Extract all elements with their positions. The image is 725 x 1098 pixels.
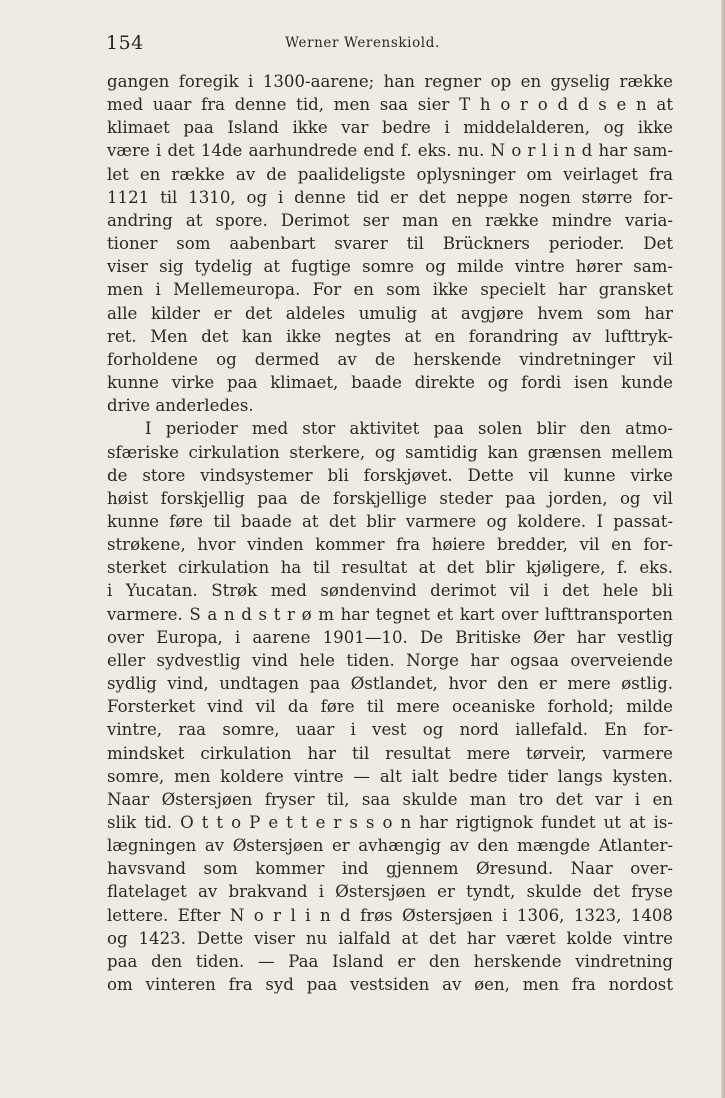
body-text [107, 70, 673, 996]
text-line: flatelaget av brakvand i Østersjøen er tyndt, skulde det fryse [107, 882, 673, 902]
text-line: med uaar fra denne tid, men saa sier T h o r o d d s e n at [107, 95, 673, 115]
page-edge [721, 0, 725, 1098]
page-header [0, 31, 725, 55]
text-line: I perioder med stor aktivitet paa solen blir den atmo- [145, 419, 673, 439]
text-line: tioner som aabenbart svarer til Brückners perioder. Det [107, 234, 673, 254]
text-line: sterket cirkulation ha til resultat at det blir kjøligere, f. eks. [107, 558, 673, 578]
text-line: høist forskjellig paa de forskjellige steder paa jorden, og vil [107, 488, 673, 508]
text-line: over Europa, i aarene 1901—10. De Britiske Øer har vestlig [107, 627, 673, 647]
text-line: gangen foregik i 1300-aarene; han regner op en gyselig række [107, 72, 673, 91]
text-line: kunne føre til baade at det blir varmere og koldere. I passat- [107, 511, 673, 531]
text-line: eller sydvestlig vind hele tiden. Norge har ogsaa overveiende [107, 650, 673, 670]
text-line: lægningen av Østersjøen er avhængig av den mængde Atlanter- [107, 836, 673, 856]
text-line: de store vindsystemer bli forskjøvet. Dette vil kunne virke [107, 465, 673, 485]
text-line: men i Mellemeuropa. For en som ikke specielt har gransket [107, 280, 673, 300]
text-line: og 1423. Dette viser nu ialfald at det har været kolde vintre [107, 928, 673, 948]
text-line: paa den tiden. — Paa Island er den herskende vindretning [107, 951, 673, 971]
text-line: i Yucatan. Strøk med søndenvind derimot vil i det hele bli [107, 581, 673, 601]
text-line: kunne virke paa klimaet, baade direkte og fordi isen kunde [107, 373, 673, 393]
text-line: lettere. Efter N o r l i n d frøs Østersjøen i 1306, 1323, 1408 [107, 905, 673, 925]
text-line: viser sig tydelig at fugtige somre og milde vintre hører sam- [107, 257, 673, 277]
text-line: varmere. S a n d s t r ø m har tegnet et kart over lufttransporten [107, 604, 673, 624]
text-line: være i det 14de aarhundrede end f. eks. nu. N o r l i n d har sam- [107, 141, 673, 161]
text-line: Naar Østersjøen fryser til, saa skulde man tro det var i en [107, 789, 673, 809]
text-line: havsvand som kommer ind gjennem Øresund. Naar over- [107, 859, 673, 879]
text-line: drive anderledes. [107, 396, 254, 416]
text-line: strøkene, hvor vinden kommer fra høiere bredder, vil en for- [107, 535, 673, 555]
text-line: sfæriske cirkulation sterkere, og samtidig kan grænsen mellem [107, 442, 673, 462]
text-line: alle kilder er det aldeles umulig at avgjøre hvem som har [107, 303, 673, 323]
text-line: 1121 til 1310, og i denne tid er det neppe nogen større for- [107, 187, 673, 207]
text-line: Forsterket vind vil da føre til mere oceaniske forhold; milde [107, 697, 673, 717]
text-line: vintre, raa somre, uaar i vest og nord iallefald. En for- [107, 720, 673, 740]
text-line: klimaet paa Island ikke var bedre i middelalderen, og ikke [107, 118, 673, 138]
text-line: sydlig vind, undtagen paa Østlandet, hvor den er mere østlig. [107, 674, 673, 694]
page-number: 154 [106, 32, 144, 54]
text-line: andring at spore. Derimot ser man en række mindre varia- [107, 210, 673, 230]
text-line: om vinteren fra syd paa vestsiden av øen, men fra nordost [107, 975, 673, 995]
text-line: mindsket cirkulation har til resultat mere tørveir, varmere [107, 743, 673, 763]
running-head: Werner Werenskiold. [285, 35, 440, 51]
text-line: slik tid. O t t o P e t t e r s s o n har rigtignok fundet ut at is- [107, 813, 673, 832]
text-line: let en række av de paalideligste oplysninger om veirlaget fra [107, 164, 673, 184]
text-line: ret. Men det kan ikke negtes at en forandring av lufttryk- [107, 326, 673, 346]
text-line: somre, men koldere vintre — alt ialt bedre tider langs kysten. [107, 766, 673, 786]
text-line: forholdene og dermed av de herskende vindretninger vil [107, 349, 673, 369]
